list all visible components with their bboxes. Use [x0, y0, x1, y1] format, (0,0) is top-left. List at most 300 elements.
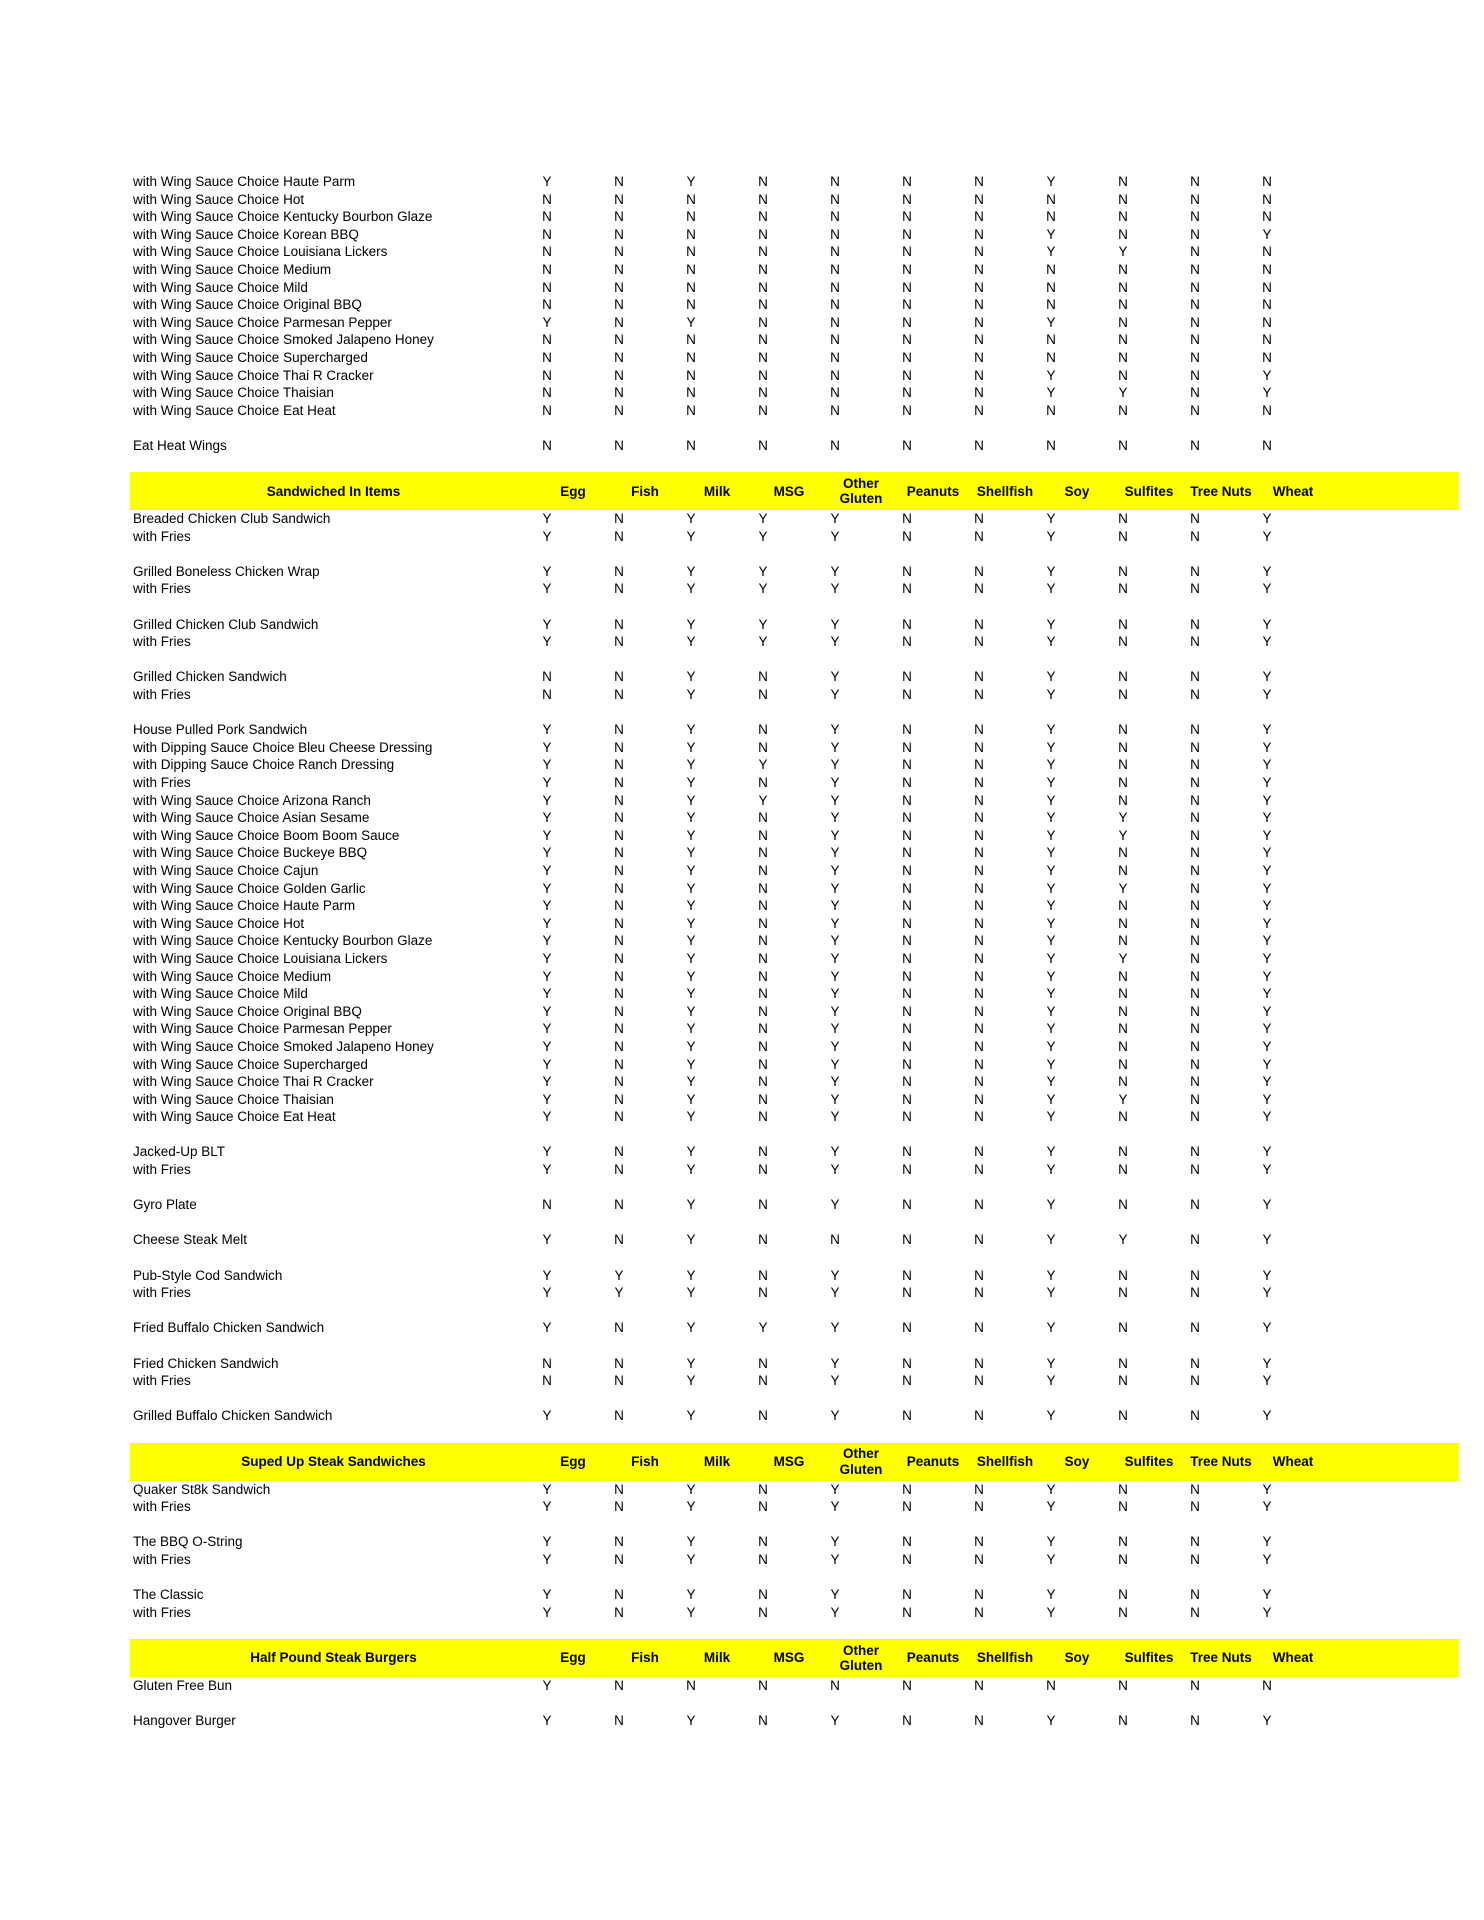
- allergen-value: N: [1190, 1677, 1200, 1693]
- allergen-value: N: [758, 332, 768, 348]
- allergen-value: N: [974, 933, 984, 949]
- allergen-value: N: [1190, 1481, 1200, 1497]
- column-header: Peanuts: [906, 1650, 960, 1666]
- allergen-value: Y: [1046, 950, 1056, 966]
- allergen-value: N: [614, 634, 624, 650]
- item-row: [130, 985, 1459, 1003]
- allergen-value: Y: [686, 616, 696, 632]
- allergen-value: Y: [686, 1355, 696, 1371]
- allergen-value: N: [758, 898, 768, 914]
- allergen-value: Y: [1262, 968, 1272, 984]
- allergen-value: N: [614, 1109, 624, 1125]
- allergen-value: Y: [1046, 775, 1056, 790]
- item-row: [130, 1284, 1459, 1302]
- allergen-value: N: [758, 986, 768, 1002]
- allergen-value: N: [974, 1320, 984, 1336]
- allergen-value: N: [974, 1056, 984, 1072]
- allergen-value: N: [902, 669, 912, 685]
- allergen-value: Y: [830, 933, 840, 949]
- allergen-value: Y: [1046, 968, 1056, 984]
- column-header: Soy: [1064, 1650, 1090, 1666]
- allergen-value: N: [1190, 511, 1200, 527]
- item-label: Grilled Boneless Chicken Wrap: [133, 563, 320, 579]
- allergen-value: N: [1046, 279, 1056, 295]
- allergen-value: Y: [830, 880, 840, 896]
- allergen-value: N: [830, 349, 840, 365]
- allergen-value: N: [1046, 209, 1056, 225]
- column-header: Fish: [631, 1650, 659, 1666]
- allergen-value: Y: [542, 968, 552, 984]
- section-title: Suped Up Steak Sandwiches: [241, 1454, 426, 1469]
- allergen-value: N: [758, 722, 768, 738]
- allergen-value: N: [758, 739, 768, 755]
- item-row: [130, 279, 1459, 297]
- allergen-value: N: [1190, 950, 1200, 966]
- allergen-value: Y: [542, 1481, 552, 1497]
- allergen-value: Y: [1046, 314, 1056, 330]
- allergen-value: Y: [1046, 1604, 1056, 1620]
- item-row: [130, 721, 1459, 739]
- allergen-value: Y: [830, 1604, 840, 1620]
- allergen-value: Y: [1046, 1587, 1056, 1603]
- allergen-value: N: [614, 1355, 624, 1371]
- allergen-value: N: [758, 349, 768, 365]
- allergen-value: Y: [1046, 1021, 1056, 1037]
- allergen-value: N: [1262, 1677, 1272, 1693]
- allergen-value: N: [974, 950, 984, 966]
- column-header: Milk: [703, 1650, 731, 1666]
- item-label: Grilled Chicken Sandwich: [133, 669, 287, 685]
- allergen-value: N: [758, 226, 768, 242]
- allergen-value: Y: [1046, 1162, 1056, 1178]
- allergen-value: N: [974, 1109, 984, 1125]
- item-row: [130, 580, 1459, 598]
- allergen-value: Y: [1262, 1091, 1272, 1107]
- column-header: Shellfish: [976, 1454, 1034, 1469]
- allergen-value: Y: [542, 1162, 552, 1178]
- allergen-value: Y: [830, 722, 840, 738]
- row-spacer: [130, 1695, 1459, 1713]
- item-label: Fried Chicken Sandwich: [133, 1355, 279, 1371]
- allergen-value: Y: [1262, 1534, 1272, 1550]
- allergen-value: N: [542, 1355, 552, 1371]
- item-label: with Wing Sauce Choice Kentucky Bourbon Glaze: [133, 209, 433, 225]
- item-row: [130, 528, 1459, 546]
- allergen-value: N: [1190, 314, 1200, 330]
- allergen-value: N: [614, 722, 624, 738]
- allergen-value: N: [758, 1021, 768, 1037]
- item-label: with Wing Sauce Choice Thaisian: [133, 385, 334, 401]
- item-row: [130, 173, 1459, 191]
- item-row: [130, 633, 1459, 651]
- item-row: [130, 331, 1459, 349]
- allergen-value: Y: [830, 757, 840, 773]
- allergen-value: Y: [1046, 1144, 1056, 1160]
- allergen-value: N: [758, 1285, 768, 1301]
- allergen-value: N: [974, 1162, 984, 1178]
- allergen-value: N: [902, 174, 912, 189]
- item-row: [130, 1533, 1459, 1551]
- allergen-value: N: [758, 1091, 768, 1107]
- allergen-value: N: [902, 968, 912, 984]
- allergen-value: N: [974, 349, 984, 365]
- allergen-value: N: [902, 581, 912, 597]
- allergen-value: N: [902, 1232, 912, 1248]
- allergen-value: N: [614, 880, 624, 896]
- allergen-value: N: [614, 810, 624, 826]
- allergen-value: Y: [542, 314, 552, 330]
- allergen-value: Y: [1262, 1003, 1272, 1019]
- item-label: Gyro Plate: [133, 1197, 197, 1213]
- allergen-value: N: [902, 314, 912, 330]
- allergen-value: N: [974, 687, 984, 703]
- allergen-value: Y: [1046, 1267, 1056, 1283]
- item-row: [130, 686, 1459, 704]
- allergen-value: N: [902, 1713, 912, 1729]
- allergen-value: Y: [758, 1320, 768, 1336]
- item-row: [130, 862, 1459, 880]
- allergen-value: N: [1190, 261, 1200, 277]
- allergen-value: Y: [686, 933, 696, 949]
- allergen-value: Y: [542, 1144, 552, 1160]
- allergen-value: N: [1046, 261, 1056, 277]
- item-row: [130, 243, 1459, 261]
- allergen-value: Y: [1046, 1285, 1056, 1301]
- allergen-value: N: [902, 563, 912, 579]
- allergen-value: Y: [686, 968, 696, 984]
- allergen-value: N: [1118, 528, 1128, 544]
- allergen-value: N: [1118, 1408, 1128, 1424]
- allergen-value: Y: [542, 1604, 552, 1620]
- column-header: Other Gluten: [839, 1446, 883, 1477]
- allergen-value: N: [1118, 191, 1128, 207]
- allergen-value: N: [758, 810, 768, 826]
- allergen-value: N: [902, 1499, 912, 1515]
- allergen-value: N: [758, 1481, 768, 1497]
- allergen-value: N: [902, 950, 912, 966]
- allergen-value: Y: [1262, 226, 1272, 242]
- item-label: with Wing Sauce Choice Supercharged: [133, 1056, 368, 1072]
- allergen-value: N: [542, 349, 552, 365]
- allergen-value: N: [614, 739, 624, 755]
- allergen-value: Y: [542, 1003, 552, 1019]
- allergen-value: Y: [1046, 1056, 1056, 1072]
- row-spacer: [130, 1214, 1459, 1232]
- allergen-value: N: [1262, 437, 1272, 453]
- item-row: [130, 510, 1459, 528]
- item-label: Quaker St8k Sandwich: [133, 1481, 271, 1497]
- allergen-value: N: [974, 1551, 984, 1567]
- allergen-value: N: [902, 191, 912, 207]
- allergen-value: Y: [542, 1074, 552, 1090]
- allergen-value: Y: [1118, 1091, 1128, 1107]
- item-row: [130, 1677, 1459, 1695]
- allergen-value: Y: [1046, 862, 1056, 878]
- allergen-value: N: [1190, 862, 1200, 878]
- allergen-value: Y: [830, 1056, 840, 1072]
- allergen-value: Y: [1046, 810, 1056, 826]
- allergen-value: Y: [830, 986, 840, 1002]
- item-label: with Dipping Sauce Choice Ranch Dressing: [133, 757, 395, 773]
- allergen-value: Y: [830, 1144, 840, 1160]
- item-label: with Wing Sauce Choice Buckeye BBQ: [133, 845, 368, 861]
- allergen-value: N: [1190, 209, 1200, 225]
- allergen-value: N: [758, 1162, 768, 1178]
- item-row: [130, 1003, 1459, 1021]
- allergen-value: Y: [1262, 1713, 1272, 1729]
- item-row: [130, 367, 1459, 385]
- allergen-value: Y: [686, 792, 696, 808]
- allergen-value: N: [686, 191, 696, 207]
- allergen-value: N: [1190, 810, 1200, 826]
- allergen-value: N: [974, 1373, 984, 1389]
- item-row: [130, 1407, 1459, 1425]
- allergen-value: Y: [686, 1713, 696, 1729]
- allergen-value: N: [614, 209, 624, 225]
- column-header: MSG: [773, 483, 805, 499]
- row-spacer: [130, 1516, 1459, 1534]
- allergen-value: N: [830, 1232, 840, 1248]
- item-row: [130, 1161, 1459, 1179]
- allergen-value: Y: [1262, 810, 1272, 826]
- allergen-value: N: [758, 1109, 768, 1125]
- allergen-value: Y: [1046, 898, 1056, 914]
- item-label: with Wing Sauce Choice Thai R Cracker: [133, 367, 374, 383]
- allergen-value: Y: [1262, 1285, 1272, 1301]
- allergen-value: N: [830, 226, 840, 242]
- allergen-value: N: [1190, 880, 1200, 896]
- allergen-value: N: [830, 244, 840, 260]
- allergen-value: N: [1190, 402, 1200, 418]
- allergen-value: N: [758, 402, 768, 418]
- allergen-value: Y: [1046, 1408, 1056, 1424]
- allergen-value: N: [902, 1074, 912, 1090]
- allergen-value: Y: [830, 792, 840, 808]
- allergen-value: N: [902, 1038, 912, 1054]
- allergen-value: N: [902, 634, 912, 650]
- allergen-value: N: [902, 827, 912, 843]
- allergen-value: N: [830, 437, 840, 453]
- allergen-value: N: [614, 1021, 624, 1037]
- allergen-value: Y: [542, 1587, 552, 1603]
- section-header: [130, 472, 1459, 510]
- allergen-value: N: [830, 191, 840, 207]
- allergen-value: N: [1118, 687, 1128, 703]
- allergen-value: Y: [1262, 1267, 1272, 1283]
- allergen-value: Y: [1262, 1408, 1272, 1424]
- item-row: [130, 1372, 1459, 1390]
- allergen-value: N: [758, 261, 768, 277]
- allergen-value: N: [974, 757, 984, 773]
- item-label: with Wing Sauce Choice Thaisian: [133, 1091, 334, 1107]
- allergen-value: Y: [1262, 880, 1272, 896]
- allergen-value: N: [1118, 261, 1128, 277]
- item-row: [130, 668, 1459, 686]
- allergen-value: N: [1190, 616, 1200, 632]
- allergen-value: Y: [686, 634, 696, 650]
- allergen-value: N: [830, 279, 840, 295]
- allergen-value: Y: [830, 1091, 840, 1107]
- column-header: Egg: [560, 1650, 586, 1666]
- allergen-value: N: [758, 1003, 768, 1019]
- allergen-value: Y: [542, 616, 552, 632]
- allergen-value: N: [542, 332, 552, 348]
- item-row: [130, 208, 1459, 226]
- allergen-value: N: [1118, 792, 1128, 808]
- allergen-value: Y: [686, 880, 696, 896]
- row-spacer: [130, 419, 1459, 437]
- allergen-value: N: [758, 669, 768, 685]
- allergen-value: N: [902, 226, 912, 242]
- allergen-value: N: [686, 209, 696, 225]
- item-label: with Wing Sauce Choice Hot: [133, 915, 305, 931]
- allergen-value: N: [1190, 1109, 1200, 1125]
- allergen-value: N: [902, 511, 912, 527]
- allergen-value: N: [614, 226, 624, 242]
- allergen-value: Y: [1046, 244, 1056, 260]
- column-header: Shellfish: [976, 1650, 1034, 1666]
- allergen-value: Y: [686, 1074, 696, 1090]
- allergen-value: N: [686, 349, 696, 365]
- allergen-value: Y: [1046, 367, 1056, 383]
- allergen-value: N: [974, 385, 984, 401]
- allergen-value: Y: [1046, 845, 1056, 861]
- allergen-value: N: [902, 1021, 912, 1037]
- row-spacer: [130, 1249, 1459, 1267]
- allergen-value: N: [974, 634, 984, 650]
- item-label: with Fries: [133, 1604, 191, 1620]
- allergen-value: N: [1118, 915, 1128, 931]
- allergen-value: Y: [1262, 1373, 1272, 1389]
- item-row: [130, 915, 1459, 933]
- allergen-value: Y: [542, 581, 552, 597]
- allergen-value: N: [1118, 968, 1128, 984]
- item-row: [130, 437, 1459, 455]
- allergen-value: N: [974, 1587, 984, 1603]
- allergen-value: N: [758, 437, 768, 453]
- row-spacer: [130, 1390, 1459, 1408]
- row-spacer: [130, 1179, 1459, 1197]
- allergen-value: N: [830, 332, 840, 348]
- allergen-value: N: [1190, 1534, 1200, 1550]
- allergen-value: Y: [686, 827, 696, 843]
- item-label: with Fries: [133, 581, 191, 597]
- allergen-value: N: [902, 1677, 912, 1693]
- allergen-value: N: [758, 191, 768, 207]
- allergen-value: N: [542, 279, 552, 295]
- allergen-value: N: [902, 528, 912, 544]
- allergen-value: N: [758, 279, 768, 295]
- item-label: with Wing Sauce Choice Kentucky Bourbon Glaze: [133, 933, 433, 949]
- allergen-value: Y: [686, 669, 696, 685]
- column-header: Milk: [703, 1454, 731, 1469]
- allergen-value: Y: [686, 1551, 696, 1567]
- allergen-value: Y: [830, 898, 840, 914]
- allergen-value: Y: [830, 845, 840, 861]
- allergen-value: Y: [1262, 1109, 1272, 1125]
- allergen-value: Y: [542, 775, 552, 790]
- allergen-value: N: [1262, 314, 1272, 330]
- allergen-value: N: [1262, 261, 1272, 277]
- allergen-value: Y: [686, 739, 696, 755]
- allergen-value: N: [974, 1285, 984, 1301]
- allergen-value: N: [1190, 191, 1200, 207]
- allergen-value: N: [1118, 1109, 1128, 1125]
- allergen-value: N: [614, 174, 624, 189]
- allergen-value: Y: [1262, 775, 1272, 790]
- item-row: [130, 1586, 1459, 1604]
- allergen-value: N: [1046, 402, 1056, 418]
- item-label: House Pulled Pork Sandwich: [133, 722, 308, 738]
- allergen-value: Y: [1262, 1162, 1272, 1178]
- allergen-value: N: [614, 261, 624, 277]
- allergen-value: N: [830, 314, 840, 330]
- allergen-value: N: [1190, 1232, 1200, 1248]
- allergen-value: Y: [686, 862, 696, 878]
- allergen-value: Y: [542, 757, 552, 773]
- allergen-value: Y: [830, 1499, 840, 1515]
- allergen-value: Y: [1046, 528, 1056, 544]
- allergen-value: N: [974, 722, 984, 738]
- allergen-value: N: [1262, 174, 1272, 189]
- allergen-value: Y: [542, 1109, 552, 1125]
- item-label: with Dipping Sauce Choice Bleu Cheese Dressing: [133, 739, 433, 755]
- allergen-value: N: [974, 1091, 984, 1107]
- allergen-value: N: [758, 915, 768, 931]
- allergen-value: Y: [1262, 845, 1272, 861]
- allergen-value: N: [1118, 1373, 1128, 1389]
- allergen-value: Y: [542, 950, 552, 966]
- allergen-value: Y: [542, 915, 552, 931]
- item-label: with Wing Sauce Choice Original BBQ: [133, 297, 362, 313]
- allergen-value: Y: [1262, 616, 1272, 632]
- item-row: [130, 1604, 1459, 1622]
- allergen-value: N: [758, 950, 768, 966]
- allergen-value: N: [1190, 757, 1200, 773]
- allergen-value: N: [902, 1551, 912, 1567]
- item-label: Gluten Free Bun: [133, 1677, 233, 1693]
- allergen-value: N: [1118, 1021, 1128, 1037]
- allergen-value: Y: [686, 898, 696, 914]
- allergen-value: Y: [830, 1713, 840, 1729]
- item-label: with Wing Sauce Choice Korean BBQ: [133, 226, 359, 242]
- allergen-value: N: [902, 1109, 912, 1125]
- allergen-value: Y: [542, 1285, 552, 1301]
- allergen-value: Y: [1262, 739, 1272, 755]
- item-label: with Fries: [133, 634, 191, 650]
- item-label: with Fries: [133, 775, 191, 790]
- allergen-value: N: [1190, 349, 1200, 365]
- allergen-value: N: [1118, 1197, 1128, 1213]
- allergen-value: N: [902, 1056, 912, 1072]
- allergen-value: Y: [830, 1408, 840, 1424]
- allergen-value: N: [614, 687, 624, 703]
- item-label: with Fries: [133, 1499, 191, 1515]
- allergen-value: Y: [830, 1021, 840, 1037]
- allergen-value: Y: [686, 511, 696, 527]
- allergen-value: N: [758, 174, 768, 189]
- allergen-value: Y: [1046, 933, 1056, 949]
- allergen-value: Y: [686, 986, 696, 1002]
- allergen-value: N: [1118, 511, 1128, 527]
- item-label: with Wing Sauce Choice Boom Boom Sauce: [133, 827, 400, 843]
- allergen-value: Y: [686, 314, 696, 330]
- allergen-value: N: [830, 402, 840, 418]
- allergen-value: N: [1190, 1144, 1200, 1160]
- allergen-value: N: [758, 1534, 768, 1550]
- item-label: Fried Buffalo Chicken Sandwich: [133, 1320, 325, 1336]
- item-row: [130, 739, 1459, 757]
